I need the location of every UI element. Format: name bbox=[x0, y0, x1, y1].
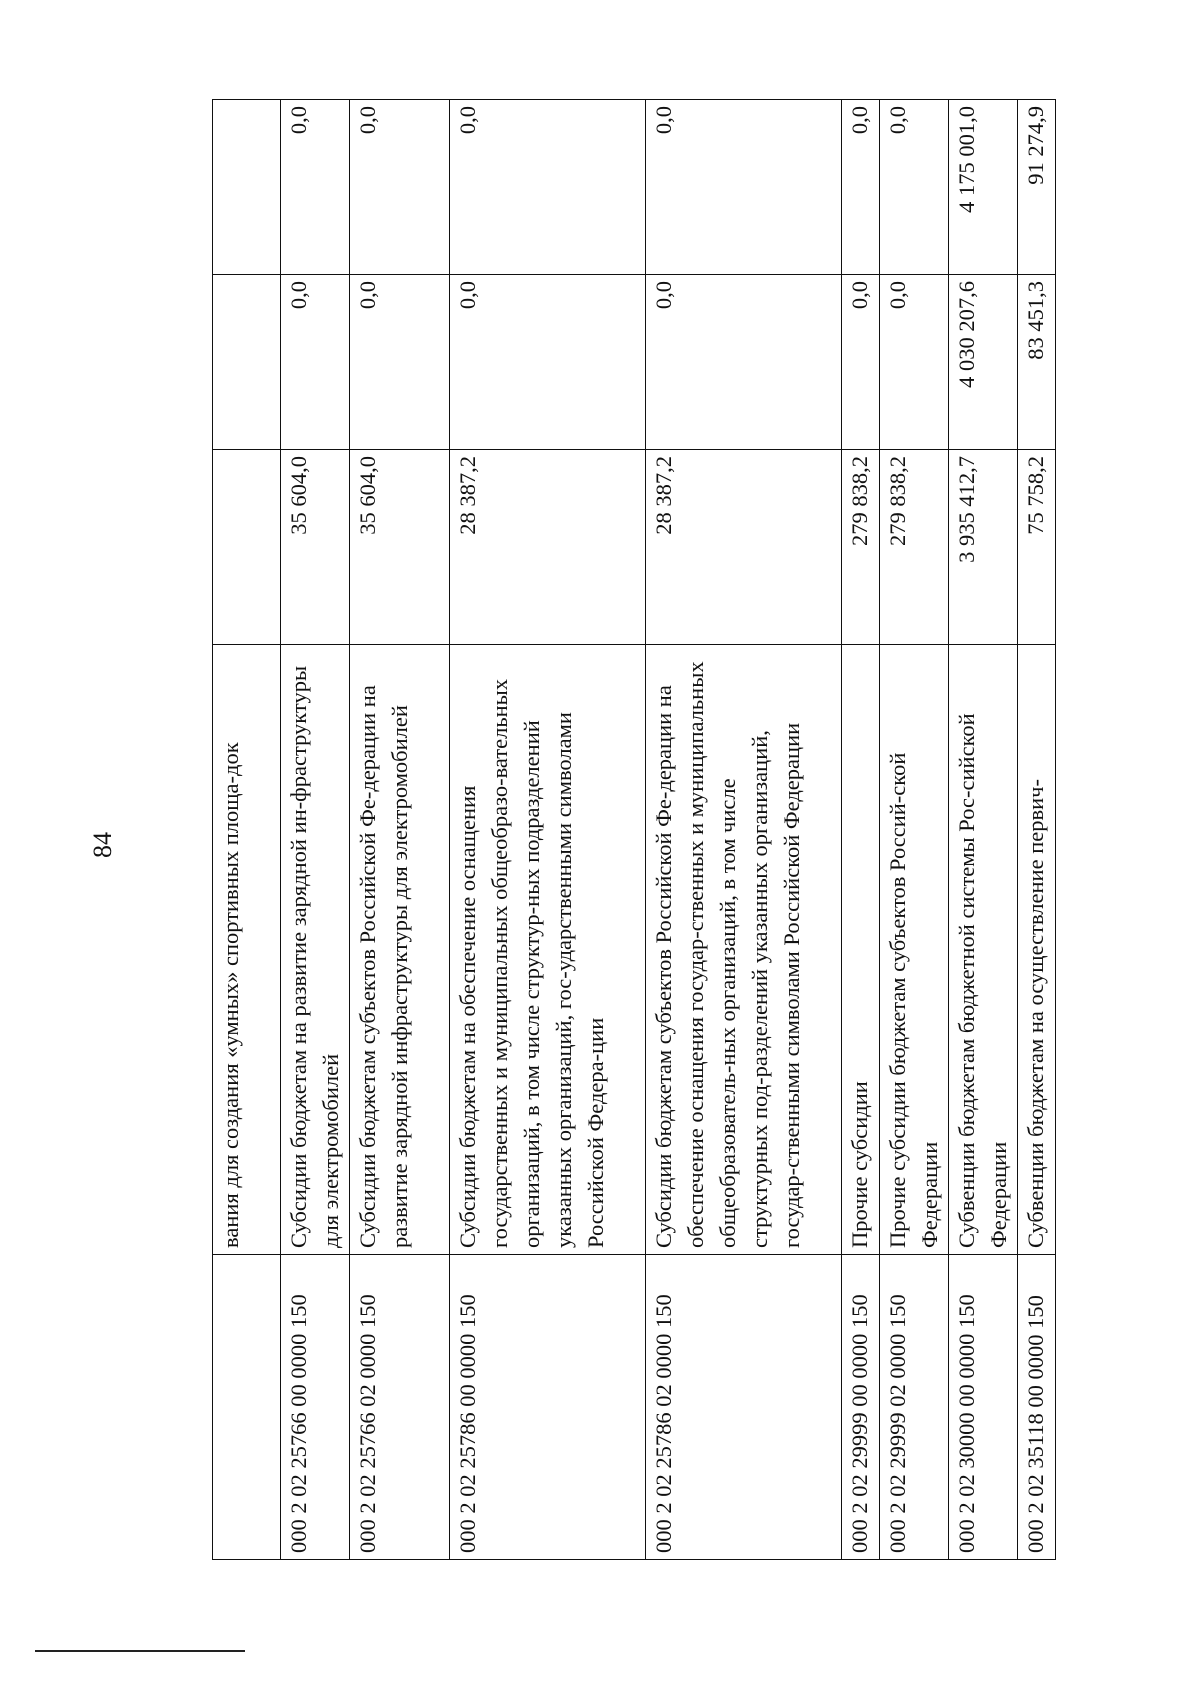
row-value-3: 0,0 bbox=[281, 100, 350, 275]
table-row bbox=[350, 100, 450, 1560]
row-value-2 bbox=[213, 275, 281, 450]
row-value-2: 0,0 bbox=[450, 275, 646, 450]
row-code: 000 2 02 25786 02 0000 150 bbox=[646, 1255, 842, 1560]
row-value-1: 28 387,2 bbox=[450, 450, 646, 645]
page-number: 84 bbox=[88, 832, 117, 858]
row-code: 000 2 02 30000 00 0000 150 bbox=[949, 1255, 1018, 1560]
rotated-table-container bbox=[212, 100, 1082, 1560]
row-name: Субвенции бюджетам на осуществление первич- bbox=[1018, 645, 1056, 1255]
row-value-1: 279 838,2 bbox=[880, 450, 949, 645]
row-code: 000 2 02 25766 00 0000 150 bbox=[281, 1255, 350, 1560]
bottom-rule bbox=[35, 1650, 245, 1652]
table-row bbox=[949, 100, 1018, 1560]
row-value-2: 0,0 bbox=[880, 275, 949, 450]
row-value-1 bbox=[213, 450, 281, 645]
budget-table bbox=[212, 99, 1056, 1560]
table-row bbox=[646, 100, 842, 1560]
table-row bbox=[842, 100, 880, 1560]
table-row bbox=[450, 100, 646, 1560]
table-row bbox=[281, 100, 350, 1560]
row-value-3: 0,0 bbox=[350, 100, 450, 275]
row-code: 000 2 02 29999 02 0000 150 bbox=[880, 1255, 949, 1560]
row-name: Прочие субсидии bbox=[842, 645, 880, 1255]
table-row bbox=[213, 100, 281, 1560]
row-value-3: 0,0 bbox=[842, 100, 880, 275]
row-name: Субсидии бюджетам на развитие зарядной ин-фраструктуры для электромобилей bbox=[281, 645, 350, 1255]
row-code: 000 2 02 25766 02 0000 150 bbox=[350, 1255, 450, 1560]
row-value-1: 279 838,2 bbox=[842, 450, 880, 645]
row-value-3: 0,0 bbox=[646, 100, 842, 275]
row-value-1: 28 387,2 bbox=[646, 450, 842, 645]
row-code: 000 2 02 35118 00 0000 150 bbox=[1018, 1255, 1056, 1560]
row-value-1: 3 935 412,7 bbox=[949, 450, 1018, 645]
row-value-2: 4 030 207,6 bbox=[949, 275, 1018, 450]
row-code: 000 2 02 25786 00 0000 150 bbox=[450, 1255, 646, 1560]
row-name: Прочие субсидии бюджетам субъектов Россий-ской Федерации bbox=[880, 645, 949, 1255]
row-value-1: 35 604,0 bbox=[281, 450, 350, 645]
row-value-3 bbox=[213, 100, 281, 275]
row-value-2: 83 451,3 bbox=[1018, 275, 1056, 450]
row-value-3: 4 175 001,0 bbox=[949, 100, 1018, 275]
row-name: Субсидии бюджетам на обеспечение оснащения государственных и муниципальных общеобразо-вательных организаций, в том числе структур-ных подразделений указанных организаций, гос-ударственными символами Российской Федера-ции bbox=[450, 645, 646, 1255]
row-value-2: 0,0 bbox=[350, 275, 450, 450]
row-value-3: 0,0 bbox=[450, 100, 646, 275]
table-row bbox=[1018, 100, 1056, 1560]
row-name: Субсидии бюджетам субъектов Российской Фе-дерации на развитие зарядной инфраструктуры для электромобилей bbox=[350, 645, 450, 1255]
row-value-2: 0,0 bbox=[842, 275, 880, 450]
row-value-2: 0,0 bbox=[646, 275, 842, 450]
row-value-3: 0,0 bbox=[880, 100, 949, 275]
row-name: Субсидии бюджетам субъектов Российской Фе-дерации на обеспечение оснащения государ-ственных и муниципальных общеобразователь-ных организаций, в том числе структурных под-разделений указанных организаций, государ-ственными символами Российской Федерации bbox=[646, 645, 842, 1255]
row-value-2: 0,0 bbox=[281, 275, 350, 450]
row-name: Субвенции бюджетам бюджетной системы Рос-сийской Федерации bbox=[949, 645, 1018, 1255]
row-code bbox=[213, 1255, 281, 1560]
row-code: 000 2 02 29999 00 0000 150 bbox=[842, 1255, 880, 1560]
table-row bbox=[880, 100, 949, 1560]
row-value-1: 35 604,0 bbox=[350, 450, 450, 645]
row-name: вания для создания «умных» спортивных площа-док bbox=[213, 645, 281, 1255]
row-value-3: 91 274,9 bbox=[1018, 100, 1056, 275]
row-value-1: 75 758,2 bbox=[1018, 450, 1056, 645]
